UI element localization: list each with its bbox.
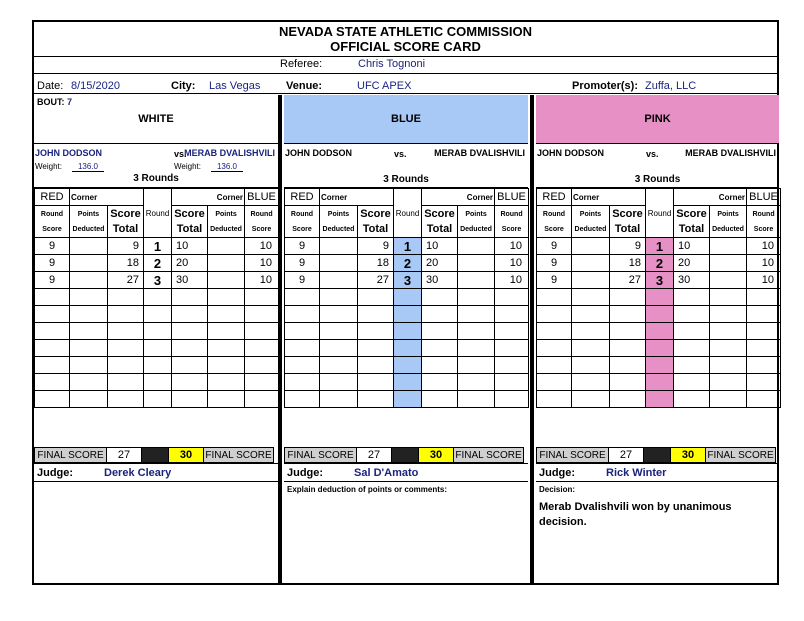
judge-label: Judge: bbox=[539, 467, 576, 479]
red-final-score: 27 bbox=[608, 447, 644, 463]
blue-score-total: 10 bbox=[674, 238, 710, 255]
blue-score-total: 20 bbox=[422, 255, 458, 272]
referee-name: Chris Tognoni bbox=[358, 58, 426, 70]
blue-points-deducted bbox=[710, 323, 747, 340]
red-points-deducted bbox=[70, 323, 108, 340]
blue-points-deducted bbox=[208, 391, 245, 408]
round-number: 1 bbox=[144, 238, 172, 255]
blue-points-deducted bbox=[458, 272, 495, 289]
blue-round-score: 10 bbox=[747, 255, 781, 272]
red-points-deducted bbox=[320, 306, 358, 323]
score-table: RED Corner Corner BLUE Round Score Points Deducted Score Total Round Score Total Points Deducted Round Score 9 9 1 10 10 9 18 2 20 10 9 27 3 30 10 bbox=[284, 188, 529, 408]
blue-round-score: 10 bbox=[245, 272, 279, 289]
weight-label: Weight: bbox=[35, 162, 62, 171]
final-score-row bbox=[34, 447, 278, 463]
blue-points-deducted bbox=[458, 255, 495, 272]
red-points-deducted bbox=[70, 306, 108, 323]
round-number: 2 bbox=[394, 255, 422, 272]
round-score-label: Round bbox=[752, 210, 775, 218]
score-row bbox=[285, 306, 529, 323]
promoter-value: Zuffa, LLC bbox=[645, 80, 697, 92]
corner-label: Corner bbox=[172, 189, 245, 206]
vs-label: vs. bbox=[394, 149, 407, 159]
blue-points-deducted bbox=[458, 357, 495, 374]
score-table: RED Corner Corner BLUE Round Score Points Deducted Score Total Round Score Total Points Deducted Round Score 9 9 1 10 10 9 18 2 20 10 9 27 3 30 10 bbox=[536, 188, 781, 408]
round-number: 3 bbox=[144, 272, 172, 289]
blue-points-deducted bbox=[458, 289, 495, 306]
blue-round-score: 10 bbox=[245, 255, 279, 272]
final-score-row bbox=[284, 447, 528, 463]
panel-title: WHITE bbox=[34, 95, 278, 143]
blue-points-deducted bbox=[458, 323, 495, 340]
red-points-deducted bbox=[320, 323, 358, 340]
blue-points-deducted bbox=[710, 357, 747, 374]
blue-points-deducted bbox=[208, 289, 245, 306]
blue-points-deducted bbox=[208, 238, 245, 255]
blue-points-deducted bbox=[710, 340, 747, 357]
score-row bbox=[285, 374, 529, 391]
score-row bbox=[537, 340, 781, 357]
vs-label: vs. bbox=[174, 149, 187, 159]
final-score-row bbox=[536, 447, 779, 463]
corner-label: Corner bbox=[70, 189, 144, 206]
red-points-deducted bbox=[572, 272, 610, 289]
score-total-label: Score bbox=[360, 207, 391, 220]
round-score-label: Round bbox=[542, 210, 566, 218]
score-row bbox=[35, 357, 279, 374]
score-total-label: Score bbox=[676, 207, 707, 220]
red-points-deducted bbox=[320, 289, 358, 306]
score-row bbox=[35, 289, 279, 306]
corner-label: Corner bbox=[572, 189, 646, 206]
points-deducted-label: Points bbox=[215, 210, 237, 218]
date-value: 8/15/2020 bbox=[71, 80, 120, 92]
score-total-label: Score bbox=[612, 207, 643, 220]
blue-final-score: 30 bbox=[418, 447, 454, 463]
red-score-total: 18 bbox=[358, 255, 394, 272]
round-score-label: Round bbox=[500, 210, 523, 218]
panel-white bbox=[34, 95, 278, 585]
round-number: 3 bbox=[394, 272, 422, 289]
blue-score-total: 20 bbox=[674, 255, 710, 272]
red-round-score: 9 bbox=[35, 272, 70, 289]
red-points-deducted bbox=[320, 238, 358, 255]
note-label: Explain deduction of points or comments: bbox=[287, 485, 448, 494]
red-points-deducted bbox=[572, 289, 610, 306]
score-total-label: Score bbox=[424, 207, 455, 220]
blue-points-deducted bbox=[710, 374, 747, 391]
corner-label: Corner bbox=[422, 189, 495, 206]
score-card bbox=[32, 20, 779, 585]
blue-round-score: 10 bbox=[495, 272, 529, 289]
red-score-total: 27 bbox=[108, 272, 144, 289]
score-total-label: Score bbox=[110, 207, 141, 220]
panel-title: BLUE bbox=[284, 95, 528, 143]
red-score-total: 18 bbox=[610, 255, 646, 272]
red-points-deducted bbox=[70, 255, 108, 272]
blue-points-deducted bbox=[710, 272, 747, 289]
score-row bbox=[537, 374, 781, 391]
city-value: Las Vegas bbox=[209, 80, 261, 92]
final-score-label: FINAL SCORE bbox=[203, 447, 274, 463]
score-row bbox=[35, 255, 279, 272]
final-divider bbox=[643, 447, 671, 463]
score-row bbox=[35, 374, 279, 391]
red-points-deducted bbox=[572, 323, 610, 340]
corner-label: Corner bbox=[320, 189, 394, 206]
rounds-label: 3 Rounds bbox=[634, 174, 681, 185]
promoter-label: Promoter(s): bbox=[572, 80, 639, 92]
blue-points-deducted bbox=[208, 340, 245, 357]
blue-points-deducted bbox=[208, 255, 245, 272]
score-row bbox=[537, 357, 781, 374]
blue-round-score: 10 bbox=[245, 238, 279, 255]
red-points-deducted bbox=[572, 306, 610, 323]
score-row bbox=[35, 323, 279, 340]
red-points-deducted bbox=[572, 255, 610, 272]
blue-score-total: 10 bbox=[422, 238, 458, 255]
red-points-deducted bbox=[572, 357, 610, 374]
score-row bbox=[285, 289, 529, 306]
red-points-deducted bbox=[572, 374, 610, 391]
score-row bbox=[285, 255, 529, 272]
blue-points-deducted bbox=[710, 255, 747, 272]
red-round-score: 9 bbox=[537, 272, 572, 289]
blue-round-score: 10 bbox=[495, 238, 529, 255]
red-corner-label: RED bbox=[35, 189, 70, 206]
card-title: OFFICIAL SCORE CARD bbox=[330, 39, 481, 54]
weight-label: Weight: bbox=[174, 162, 201, 171]
points-deducted-label: Points bbox=[465, 210, 487, 218]
score-row bbox=[285, 391, 529, 408]
venue-label: Venue: bbox=[286, 80, 323, 92]
red-round-score: 9 bbox=[35, 238, 70, 255]
red-points-deducted bbox=[320, 357, 358, 374]
points-deducted-label: Points bbox=[717, 210, 739, 218]
panel-pink bbox=[536, 95, 779, 585]
blue-points-deducted bbox=[710, 238, 747, 255]
red-points-deducted bbox=[70, 272, 108, 289]
red-score-total: 27 bbox=[358, 272, 394, 289]
red-score-total: 27 bbox=[610, 272, 646, 289]
red-fighter: JOHN DODSON bbox=[285, 148, 353, 158]
score-row bbox=[285, 357, 529, 374]
red-fighter: JOHN DODSON bbox=[35, 148, 103, 158]
score-row bbox=[35, 272, 279, 289]
red-weight: 136.0 bbox=[72, 162, 104, 172]
red-points-deducted bbox=[70, 238, 108, 255]
points-deducted-label: Points bbox=[77, 210, 100, 218]
round-number: 2 bbox=[646, 255, 674, 272]
bout-number: 7 bbox=[67, 97, 73, 107]
score-row bbox=[537, 255, 781, 272]
score-table: RED Corner Corner BLUE Round Score Points Deducted Score Total Round Score Total Points Deducted Round Score 9 9 1 10 10 9 18 2 20 10 9 27 3 30 10 bbox=[34, 188, 279, 408]
judge-label: Judge: bbox=[37, 467, 74, 479]
vs-label: vs. bbox=[646, 149, 659, 159]
final-score-label: FINAL SCORE bbox=[453, 447, 524, 463]
red-points-deducted bbox=[320, 374, 358, 391]
final-score-label: FINAL SCORE bbox=[284, 447, 357, 463]
blue-score-total: 20 bbox=[172, 255, 208, 272]
red-points-deducted bbox=[572, 340, 610, 357]
blue-round-score: 10 bbox=[747, 272, 781, 289]
judge-name: Rick Winter bbox=[606, 467, 667, 479]
blue-points-deducted bbox=[208, 323, 245, 340]
score-row bbox=[537, 289, 781, 306]
red-round-score: 9 bbox=[537, 255, 572, 272]
final-divider bbox=[141, 447, 169, 463]
round-number: 1 bbox=[646, 238, 674, 255]
score-row bbox=[537, 391, 781, 408]
blue-score-total: 10 bbox=[172, 238, 208, 255]
rounds-label: 3 Rounds bbox=[383, 174, 429, 185]
score-row bbox=[537, 306, 781, 323]
blue-score-total: 30 bbox=[172, 272, 208, 289]
red-round-score: 9 bbox=[285, 272, 320, 289]
red-corner-label: RED bbox=[537, 189, 572, 206]
blue-fighter: MERAB DVALISHVILI bbox=[685, 148, 776, 158]
city-label: City: bbox=[171, 80, 196, 92]
corner-label: Corner bbox=[674, 189, 747, 206]
red-points-deducted bbox=[320, 255, 358, 272]
blue-points-deducted bbox=[710, 289, 747, 306]
red-points-deducted bbox=[70, 391, 108, 408]
round-number: 1 bbox=[394, 238, 422, 255]
red-points-deducted bbox=[70, 340, 108, 357]
blue-points-deducted bbox=[208, 357, 245, 374]
red-points-deducted bbox=[572, 391, 610, 408]
score-row bbox=[285, 323, 529, 340]
judge-name: Derek Cleary bbox=[104, 467, 172, 479]
final-score-label: FINAL SCORE bbox=[536, 447, 609, 463]
red-score-total: 9 bbox=[610, 238, 646, 255]
bout-label: BOUT: bbox=[37, 97, 65, 107]
score-row bbox=[537, 238, 781, 255]
blue-corner-label: BLUE bbox=[747, 189, 781, 206]
score-row bbox=[285, 340, 529, 357]
venue-value: UFC APEX bbox=[357, 80, 412, 92]
points-deducted-label: Points bbox=[327, 210, 350, 218]
round-score-label: Round bbox=[290, 210, 314, 218]
blue-points-deducted bbox=[208, 306, 245, 323]
red-points-deducted bbox=[70, 357, 108, 374]
red-corner-label: RED bbox=[285, 189, 320, 206]
blue-points-deducted bbox=[208, 272, 245, 289]
rounds-label: 3 Rounds bbox=[133, 173, 179, 184]
score-row bbox=[35, 238, 279, 255]
blue-fighter: MERAB DVALISHVILI bbox=[184, 148, 275, 158]
score-total-label: Score bbox=[174, 207, 205, 220]
panel-blue bbox=[284, 95, 528, 585]
round-label: Round bbox=[394, 206, 422, 238]
round-score-label: Round bbox=[250, 210, 273, 218]
judge-name: Sal D'Amato bbox=[354, 467, 419, 479]
blue-points-deducted bbox=[458, 374, 495, 391]
blue-points-deducted bbox=[458, 238, 495, 255]
blue-points-deducted bbox=[458, 340, 495, 357]
red-points-deducted bbox=[320, 340, 358, 357]
round-label: Round bbox=[144, 206, 172, 238]
commission-title: NEVADA STATE ATHLETIC COMMISSION bbox=[278, 24, 532, 39]
score-row bbox=[35, 306, 279, 323]
blue-weight: 136.0 bbox=[211, 162, 243, 172]
score-row bbox=[285, 272, 529, 289]
red-final-score: 27 bbox=[106, 447, 142, 463]
red-round-score: 9 bbox=[35, 255, 70, 272]
blue-points-deducted bbox=[208, 374, 245, 391]
red-points-deducted bbox=[320, 272, 358, 289]
round-label: Round bbox=[646, 206, 674, 238]
red-round-score: 9 bbox=[285, 255, 320, 272]
final-score-label: FINAL SCORE bbox=[705, 447, 776, 463]
round-number: 3 bbox=[646, 272, 674, 289]
red-points-deducted bbox=[320, 391, 358, 408]
red-fighter: JOHN DODSON bbox=[537, 148, 605, 158]
score-row bbox=[537, 272, 781, 289]
blue-round-score: 10 bbox=[495, 255, 529, 272]
red-points-deducted bbox=[70, 289, 108, 306]
score-row bbox=[537, 323, 781, 340]
note-label: Decision: bbox=[539, 485, 576, 494]
score-row bbox=[35, 391, 279, 408]
blue-score-total: 30 bbox=[674, 272, 710, 289]
date-label: Date: bbox=[37, 80, 64, 92]
blue-final-score: 30 bbox=[168, 447, 204, 463]
blue-score-total: 30 bbox=[422, 272, 458, 289]
final-score-label: FINAL SCORE bbox=[34, 447, 107, 463]
red-points-deducted bbox=[572, 238, 610, 255]
panel-separator bbox=[530, 95, 534, 585]
blue-points-deducted bbox=[458, 306, 495, 323]
red-score-total: 9 bbox=[358, 238, 394, 255]
red-round-score: 9 bbox=[537, 238, 572, 255]
referee-label: Referee: bbox=[280, 58, 323, 70]
blue-final-score: 30 bbox=[670, 447, 706, 463]
score-row bbox=[35, 340, 279, 357]
blue-fighter: MERAB DVALISHVILI bbox=[434, 148, 525, 158]
red-score-total: 9 bbox=[108, 238, 144, 255]
blue-points-deducted bbox=[710, 391, 747, 408]
points-deducted-label: Points bbox=[579, 210, 602, 218]
blue-corner-label: BLUE bbox=[495, 189, 529, 206]
blue-round-score: 10 bbox=[747, 238, 781, 255]
red-score-total: 18 bbox=[108, 255, 144, 272]
blue-points-deducted bbox=[458, 391, 495, 408]
decision-text: Merab Dvalishvili won by unanimous decision. bbox=[539, 501, 732, 528]
round-score-label: Round bbox=[40, 210, 64, 218]
blue-points-deducted bbox=[710, 306, 747, 323]
panel-title: PINK bbox=[536, 95, 779, 143]
red-points-deducted bbox=[70, 374, 108, 391]
blue-corner-label: BLUE bbox=[245, 189, 279, 206]
final-divider bbox=[391, 447, 419, 463]
round-number: 2 bbox=[144, 255, 172, 272]
red-final-score: 27 bbox=[356, 447, 392, 463]
judge-label: Judge: bbox=[287, 467, 324, 479]
score-row bbox=[285, 238, 529, 255]
red-round-score: 9 bbox=[285, 238, 320, 255]
